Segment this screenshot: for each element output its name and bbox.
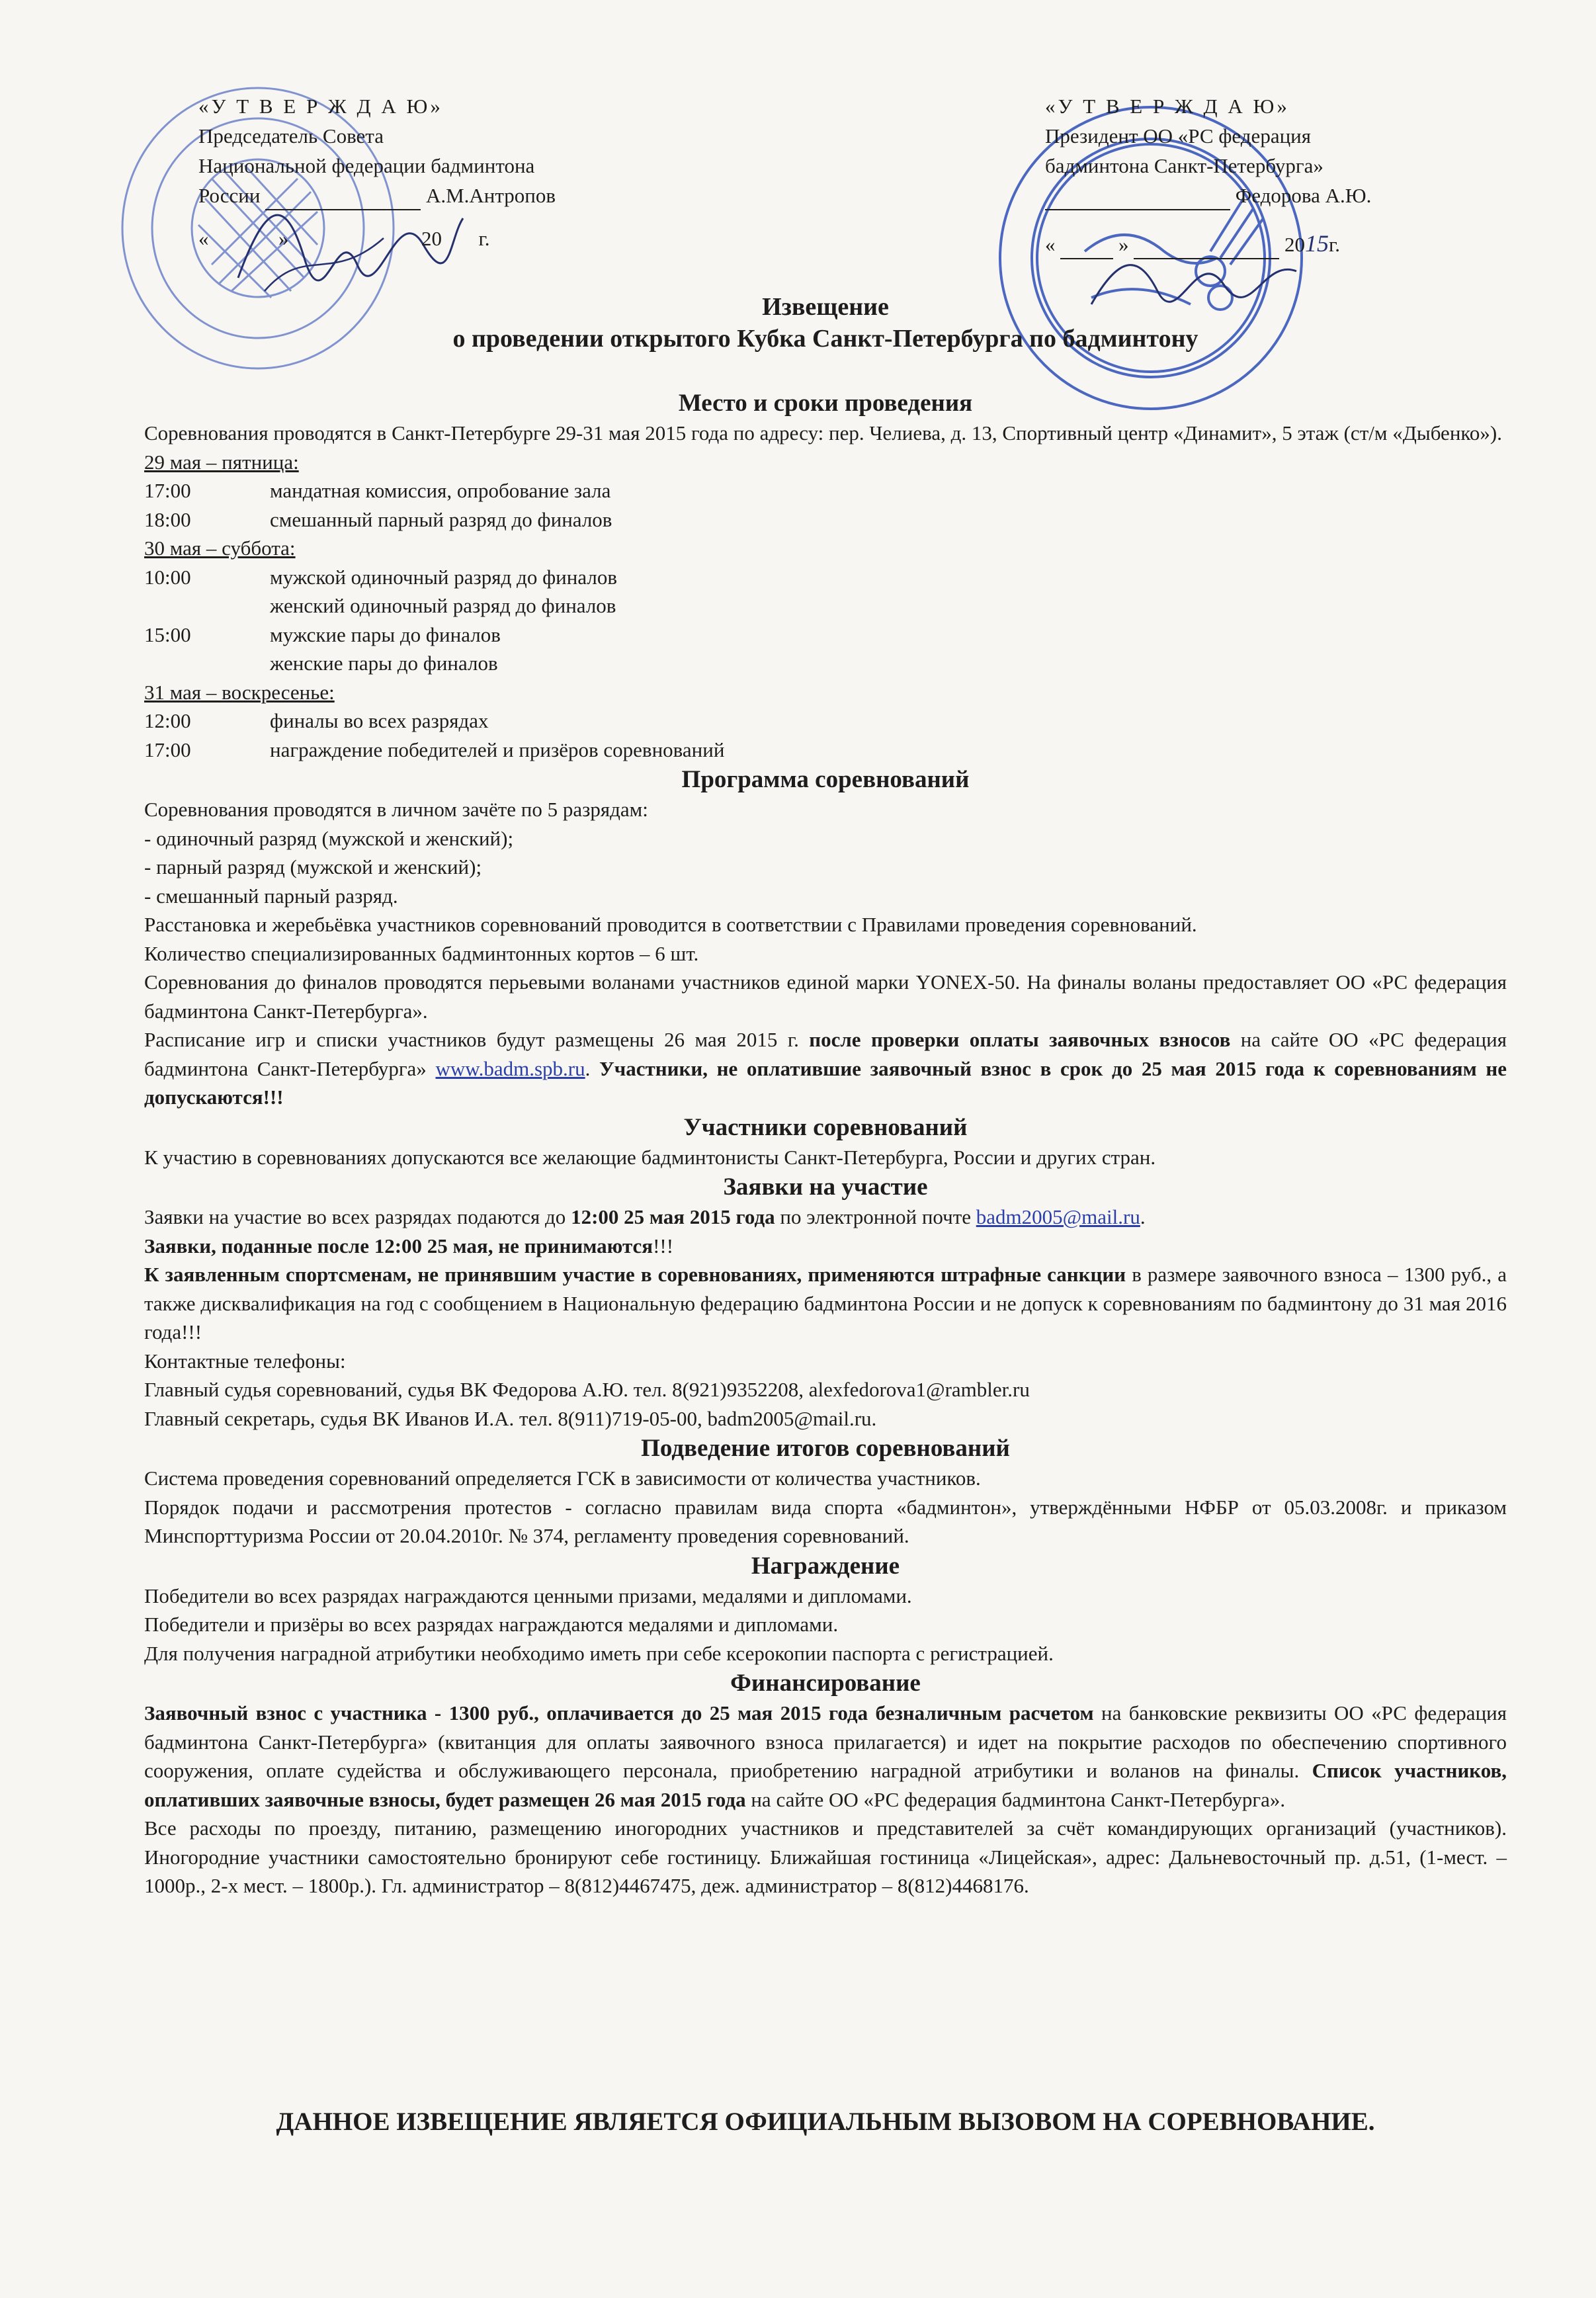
schedule-time: 10:00 <box>144 565 191 589</box>
approval-block-left <box>198 91 701 253</box>
schedule-event: мандатная комиссия, опробование зала <box>270 479 611 502</box>
entries-penalty <box>144 1260 1507 1347</box>
schedule-event: смешанный парный разряд до финалов <box>270 507 612 531</box>
date-year: 20 <box>421 227 442 250</box>
schedule-day-2: 30 мая – суббота: <box>144 536 296 560</box>
program-paragraph: Соревнования проводятся в личном зачёте по 5 разрядам: <box>144 798 648 821</box>
entries-paragraph <box>144 1203 1507 1232</box>
awards-line: Для получения наградной атрибутики необходимо иметь при себе ксерокопии паспорта с регистрацией. <box>144 1641 1054 1665</box>
text-span-bold: Участники, не оплатившие заявочный взнос в срок до 25 мая 2015 года к соревнованиям не допускаются!!! <box>144 1056 1507 1109</box>
text-span-bold: после проверки оплаты заявочных взносов <box>809 1028 1231 1051</box>
schedule-time: 12:00 <box>144 709 191 732</box>
awards-line: Победители во всех разрядах награждаются ценными призами, медалями и дипломами. <box>144 1584 912 1607</box>
schedule-event: финалы во всех разрядах <box>270 709 489 732</box>
approval-organization: Национальной федерации бадминтона <box>198 154 535 177</box>
approval-position: Президент ОО «РС федерация <box>1045 124 1312 148</box>
results-paragraph: Порядок подачи и рассмотрения протестов - согласно правилам вида спорта «бадминтон», утверждёнными НФБР от 05.03.2008г. и приказом Минспорттуризма России от 20.04.2010г. № 374, регламенту проведения соревнований. <box>144 1495 1507 1547</box>
text-span: в размере заявочного взноса – 1300 руб., а также дисквалификация на год с сообщением в Национальную федерацию бадминтона России и не допуск к соревнованиям по бадминтону до 31 мая 2016 года!!! <box>144 1263 1507 1343</box>
text-span-bold: К заявленным спортсменам, не принявшим участие в соревнованиях, применяются штрафные санкции <box>144 1263 1126 1286</box>
text-span: на сайте ОО «РС федерация бадминтона Санкт-Петербурга». <box>745 1787 1286 1811</box>
email-link[interactable]: badm2005@mail.ru <box>976 1205 1140 1228</box>
schedule-row <box>144 476 1507 505</box>
approval-country: России <box>198 184 261 207</box>
schedule-row <box>144 505 1507 534</box>
date-close-quote: » <box>278 227 289 250</box>
text-span: !!! <box>653 1234 674 1257</box>
schedule-event: мужские пары до финалов <box>270 622 501 646</box>
date-suffix: г. <box>1329 233 1340 256</box>
approval-signer: А.М.Антропов <box>425 184 556 207</box>
finance-paragraph: Все расходы по проезду, питанию, размещению иногородних участников и представителей за счёт командирующих организаций (участников). Иногородние участники самостоятельно бронируют себе гостиницу. Ближайшая гостиница «Лицейская», адрес: Дальневосточный пр. д.51, (1-мест. – 1000р., 2-х мест. – 1800р.). Гл. администратор – 8(812)4467475, деж. администратор – 8(812)4468176. <box>144 1816 1507 1897</box>
schedule-event: женские пары до финалов <box>270 652 498 675</box>
document-body <box>144 291 1507 1900</box>
approval-title: «У Т В Е Р Ж Д А Ю» <box>198 95 443 118</box>
text-span: на сайте ОО «РС федерация бадминтона Санкт-Петербурга» <box>144 1028 1507 1080</box>
schedule-row <box>144 736 1507 765</box>
approval-title: «У Т В Е Р Ж Д А Ю» <box>1045 95 1290 118</box>
schedule-row <box>144 706 1507 736</box>
schedule-event: женский одиночный разряд до финалов <box>270 594 616 617</box>
text-span: . <box>585 1056 600 1080</box>
date-year-handwritten: 15 <box>1305 230 1329 257</box>
schedule-row <box>144 649 1507 678</box>
schedule-time: 17:00 <box>144 479 191 502</box>
participants-paragraph: К участию в соревнованиях допускаются все желающие бадминтонисты Санкт-Петербурга, России и других стран. <box>144 1145 1156 1169</box>
venue-paragraph: Соревнования проводятся в Санкт-Петербурге 29-31 мая 2015 года по адресу: пер. Челиева, д. 13, Спортивный центр «Динамит», 5 этаж (ст/м «Дыбенко»). <box>144 421 1502 445</box>
entries-deadline <box>144 1232 1507 1261</box>
schedule-event: мужской одиночный разряд до финалов <box>270 565 617 589</box>
section-heading-venue: Место и сроки проведения <box>678 390 973 417</box>
signature-line <box>265 209 421 210</box>
section-heading-results: Подведение итогов соревнований <box>641 1435 1010 1462</box>
awards-line: Победители и призёры во всех разрядах награждаются медалями и дипломами. <box>144 1613 839 1636</box>
date-year: 20 <box>1284 233 1305 256</box>
text-span-bold: Список участников, оплативших заявочные взносы, будет размещен 26 мая 2015 года <box>144 1759 1507 1811</box>
text-span: . <box>1140 1205 1146 1228</box>
text-span-bold: Заявочный взнос с участника - 1300 руб., оплачивается до 25 мая 2015 года безналичным расчетом <box>144 1701 1094 1724</box>
schedule-row <box>144 620 1507 650</box>
approval-organization: бадминтона Санкт-Петербурга» <box>1045 154 1323 177</box>
schedule-event: награждение победителей и призёров соревнований <box>270 738 725 761</box>
schedule-row <box>144 563 1507 592</box>
approval-signer: Федорова А.Ю. <box>1235 184 1372 207</box>
contact-line: Главный секретарь, судья ВК Иванов И.А. тел. 8(911)719-05-00, badm2005@mail.ru. <box>144 1406 877 1430</box>
results-paragraph: Система проведения соревнований определяется ГСК в зависимости от количества участников. <box>144 1467 981 1490</box>
schedule-row <box>144 591 1507 620</box>
program-paragraph: Соревнования до финалов проводятся перьевыми воланами участников единой марки YONEX-50. На финалы воланы предоставляет ОО «РС федерация бадминтона Санкт-Петербурга». <box>144 970 1507 1023</box>
section-heading-entries: Заявки на участие <box>723 1173 928 1201</box>
schedule-time: 18:00 <box>144 507 191 531</box>
date-close-quote: » <box>1118 233 1129 256</box>
program-list-item: - парный разряд (мужской и женский); <box>144 855 482 878</box>
text-span: Расписание игр и списки участников будут размещены 26 мая 2015 г. <box>144 1028 810 1051</box>
finance-paragraph <box>144 1699 1507 1814</box>
program-list-item: - смешанный парный разряд. <box>144 884 398 908</box>
program-list-item: - одиночный разряд (мужской и женский); <box>144 826 514 850</box>
text-span: Заявки на участие во всех разрядах подаются до <box>144 1205 571 1228</box>
text-span-bold: Заявки, поданные после 12:00 25 мая, не принимаются <box>144 1234 653 1257</box>
website-link[interactable]: www.badm.spb.ru <box>435 1056 585 1080</box>
schedule-time: 15:00 <box>144 622 191 646</box>
section-heading-participants: Участники соревнований <box>683 1113 968 1141</box>
schedule-time: 17:00 <box>144 738 191 761</box>
schedule-day-3: 31 мая – воскресенье: <box>144 680 335 704</box>
approval-position: Председатель Совета <box>198 124 384 148</box>
program-paragraph: Расстановка и жеребьёвка участников соревнований проводится в соответствии с Правилами проведения соревнований. <box>144 913 1197 936</box>
section-heading-finance: Финансирование <box>730 1670 921 1697</box>
schedule-day-1: 29 мая – пятница: <box>144 450 299 474</box>
date-open-quote: « <box>1045 233 1056 256</box>
official-call-notice: ДАННОЕ ИЗВЕЩЕНИЕ ЯВЛЯЕТСЯ ОФИЦИАЛЬНЫМ ВЫЗОВОМ НА СОРЕВНОВАНИЕ. <box>276 2107 1375 2136</box>
contacts-label: Контактные телефоны: <box>144 1349 346 1373</box>
document-subtitle: о проведении открытого Кубка Санкт-Петербурга по бадминтону <box>452 325 1198 353</box>
text-span: по электронной почте <box>775 1205 976 1228</box>
contact-line: Главный судья соревнований, судья ВК Федорова А.Ю. тел. 8(921)9352208, alexfedorova1@rambler.ru <box>144 1378 1030 1401</box>
date-open-quote: « <box>198 227 209 250</box>
text-span: на банковские реквизиты ОО «РС федерация бадминтона Санкт-Петербурга» (квитанция для оплаты заявочного взноса прилагается) и идет на покрытие расходов по обеспечению спортивного сооружения, оплате судейства и обслуживающего персонала, приобретению наградной атрибутики и воланов на финалы. <box>144 1701 1507 1782</box>
program-schedule-paragraph <box>144 1025 1507 1112</box>
approval-block-right <box>1045 91 1508 259</box>
date-suffix: г. <box>478 227 490 250</box>
signature-line <box>1045 209 1230 210</box>
document-title: Извещение <box>762 293 889 321</box>
section-heading-awards: Награждение <box>751 1552 900 1580</box>
text-span-bold: 12:00 25 мая 2015 года <box>571 1205 775 1228</box>
section-heading-program: Программа соревнований <box>681 766 970 793</box>
program-paragraph: Количество специализированных бадминтонных кортов – 6 шт. <box>144 941 699 965</box>
